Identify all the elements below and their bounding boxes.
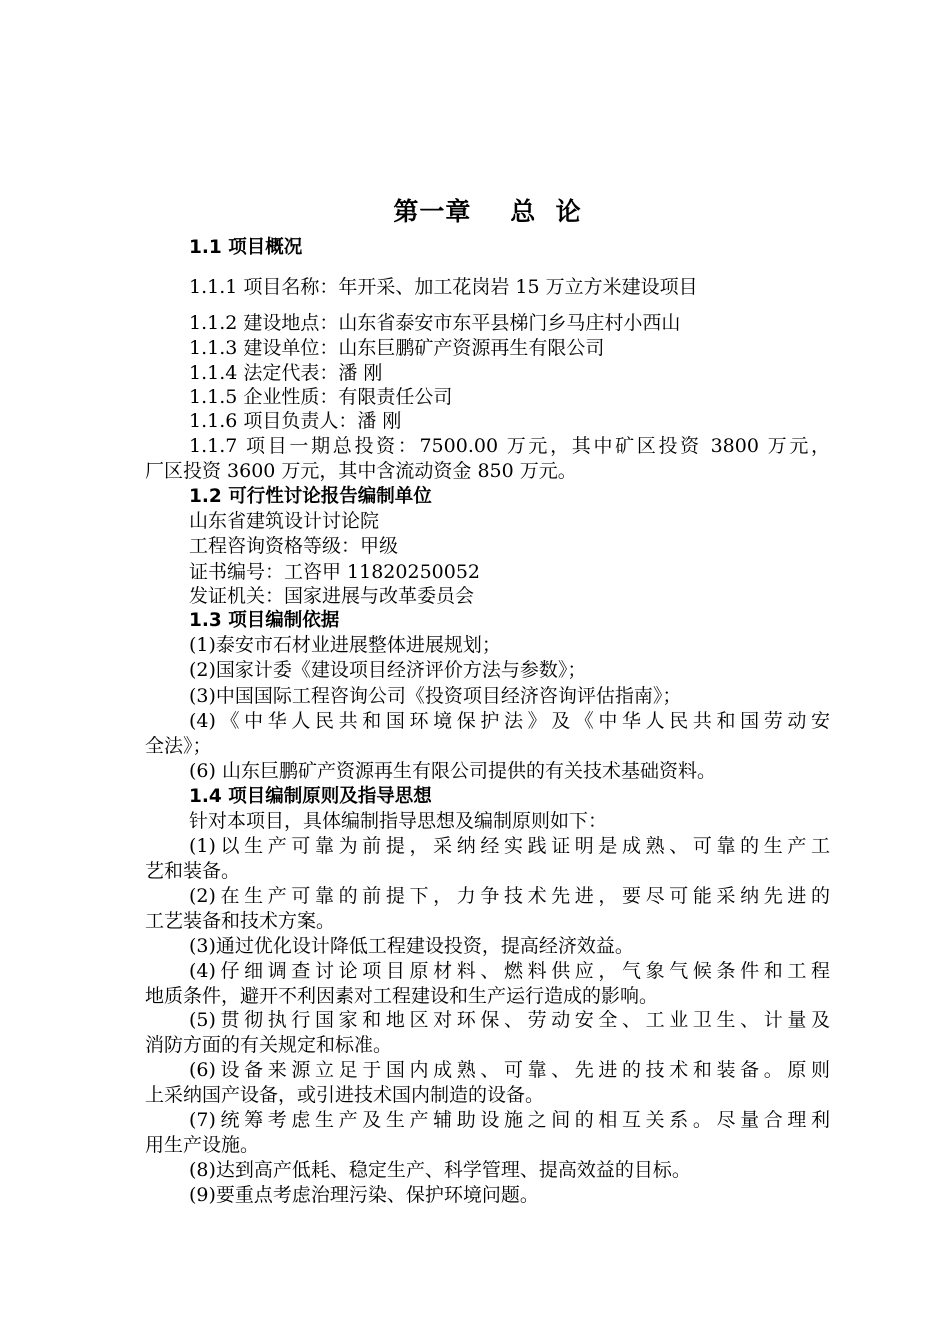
section-heading-1-1: 1.1 项目概况 [189,237,303,258]
principle-2-line-2: 工艺装备和技术方案。 [145,910,336,932]
enterprise-type-line: 1.1.5 企业性质：有限责任公司 [189,386,453,408]
investment-line-1: 1.1.7 项目一期总投资：7500.00 万元，其中矿区投资 3800 万元， [189,435,830,457]
person-in-charge-line: 1.1.6 项目负责人：潘 刚 [189,410,402,432]
principle-7-line-1: (7)统筹考虑生产及生产辅助设施之间的相互关系。尽量合理利 [189,1109,830,1131]
basis-item-1: (1)泰安市石材业进展整体进展规划； [189,634,501,656]
principle-7-line-2: 用生产设施。 [145,1134,260,1156]
principles-intro: 针对本项目，具体编制指导思想及编制原则如下： [189,810,608,832]
basis-item-6: (6) 山东巨鹏矿产资源再生有限公司提供的有关技术基础资料。 [189,760,716,782]
builder-line: 1.1.3 建设单位：山东巨鹏矿产资源再生有限公司 [189,337,605,359]
section-heading-1-3: 1.3 项目编制依据 [189,610,340,631]
basis-item-3: (3)中国国际工程咨询公司《投资项目经济咨询评估指南》； [189,685,682,707]
section-heading-1-2: 1.2 可行性讨论报告编制单位 [189,486,432,507]
principle-3: (3)通过优化设计降低工程建设投资，提高经济效益。 [189,935,634,957]
principle-4-line-1: (4)仔细调查讨论项目原材料、燃料供应，气象气候条件和工程 [189,960,830,982]
basis-item-2: (2)国家计委《建设项目经济评价方法与参数》； [189,659,587,681]
principle-6-line-2: 上采纳国产设备，或引进技术国内制造的设备。 [145,1084,545,1106]
section-heading-1-4: 1.4 项目编制原则及指导思想 [189,786,432,807]
principle-1-line-2: 艺和装备。 [145,860,241,882]
principle-8: (8)达到高产低耗、稳定生产、科学管理、提高效益的目标。 [189,1159,691,1181]
principle-5-line-2: 消防方面的有关规定和标准。 [145,1034,393,1056]
location-line: 1.1.2 建设地点：山东省泰安市东平县梯门乡马庄村小西山 [189,312,681,334]
investment-line-2: 厂区投资 3600 万元，其中含流动资金 850 万元。 [145,460,577,482]
chapter-title: 第一章 总 论 [393,197,582,226]
project-name-line: 1.1.1 项目名称：年开采、加工花岗岩 15 万立方米建设项目 [189,276,698,298]
principle-5-line-1: (5)贯彻执行国家和地区对环保、劳动安全、工业卫生、计量及 [189,1009,830,1031]
org-line: 山东省建筑设计讨论院 [189,510,380,532]
legal-rep-line: 1.1.4 法定代表：潘 刚 [189,362,383,384]
basis-item-4-line-1: (4)《中华人民共和国环境保护法》及《中华人民共和国劳动安 [189,710,830,732]
qualification-line: 工程咨询资格等级：甲级 [189,535,399,557]
principle-6-line-1: (6)设备来源立足于国内成熟、可靠、先进的技术和装备。原则 [189,1059,830,1081]
principle-4-line-2: 地质条件，避开不利因素对工程建设和生产运行造成的影响。 [145,985,659,1007]
issuer-line: 发证机关：国家进展与改革委员会 [189,585,475,607]
certificate-line: 证书编号：工咨甲 11820250052 [189,561,481,583]
principle-2-line-1: (2)在生产可靠的前提下，力争技术先进，要尽可能采纳先进的 [189,885,830,907]
principle-9: (9)要重点考虑治理污染、保护环境问题。 [189,1184,539,1206]
basis-item-4-line-2: 全法》； [145,735,212,757]
principle-1-line-1: (1)以生产可靠为前提，采纳经实践证明是成熟、可靠的生产工 [189,835,830,857]
